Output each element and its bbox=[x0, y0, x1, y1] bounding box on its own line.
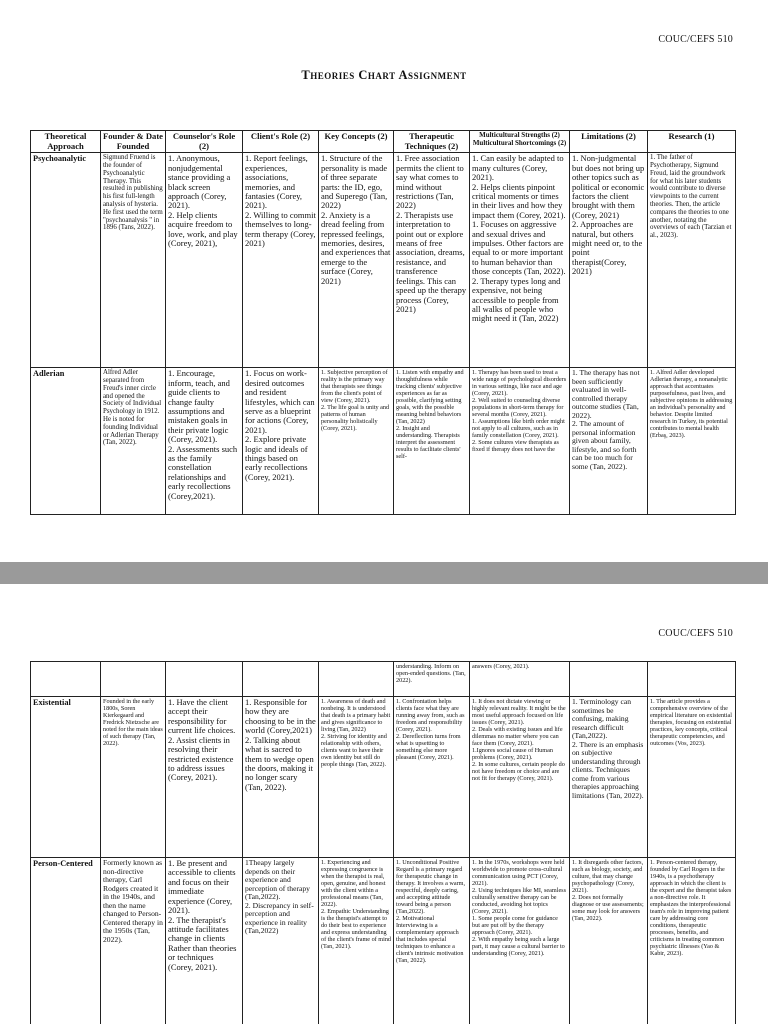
multicultural-cell: 1. It does not dictate viewing or highly relevant reality. It might be the most useful approach focused on life issues (Corey, 2021). 2. Deals with existing issues and life dilemmas no matter where you can face them (Corey, 2021). 1.Ignores social cause of Human problems (Corey, 2021). 2. In some cultures, certain people do not have freedom or choice and are not fit for therapy (Corey, 2021). bbox=[470, 697, 570, 858]
client-cell: 1Theapy largely depends on their experience and perception of therapy (Tan,2022). 2. Discrepancy in self-perception and experience in reality (Tan,2022) bbox=[243, 858, 319, 1024]
approach-cell: Psychoanalytic bbox=[31, 153, 101, 368]
col-header-founder: Founder & Date Founded bbox=[101, 131, 166, 153]
research-cell: 1. The article provides a comprehensive overview of the empirical literature on existential therapies, focusing on existential practices, key concepts, critical therapeutic competencies, and outcomes (Vos, 2023). bbox=[648, 697, 736, 858]
course-code-header: COUC/CEFS 510 bbox=[658, 34, 733, 45]
concepts-cell: 1. Experiencing and expressing congruence is when the therapist is real, open, genuine, and honest with the client within a professional means (Tan, 2022). 2. Empathic Understanding is the therapist's attempt to do their best to experience and express understanding of the client's frame of mind (Tan, 2021). bbox=[319, 858, 394, 1024]
approach-cell: Adlerian bbox=[31, 368, 101, 515]
techniques-cell: 1. Listen with empathy and thoughtfulness while tracking clients' subjective experiences as far as possible, clarifying setting goals, with the possible meaning behind behaviors (Tan, 2022) 2. Insight and understanding. Therapists interpret the assessment results to facilitate clients' self- bbox=[394, 368, 470, 515]
client-cell: 1. Report feelings, experiences, associations, memories, and fantasies (Corey, 2021). 2. Willing to commit themselves to long-term therapy (Corey, 2021) bbox=[243, 153, 319, 368]
client-cell: 1. Responsible for how they are choosing to be in the world (Corey,2021) 2. Talking about what is sacred to them to wedge open the doors, making it no longer scary (Tan, 2022). bbox=[243, 697, 319, 858]
techniques-continuation-cell: understanding. Inform on open-ended questions. (Tan, 2022). bbox=[394, 662, 470, 697]
page-2 bbox=[0, 584, 768, 1024]
table-row-existential bbox=[31, 697, 736, 858]
limitations-cell: 1. Non-judgmental but does not bring up other topics such as political or economic factors the client brought with them (Corey, 2021) 2. Approaches are natural, but others might need or, to the point therapist(Corey, 2021) bbox=[570, 153, 648, 368]
counselor-cell: 1. Encourage, inform, teach, and guide clients to change faulty assumptions and mistaken goals in their private logic (Corey, 2021). 2. Assessments such as the family constellation relationships and early recollections (Corey,2021). bbox=[166, 368, 243, 515]
col-header-multicultural: Multicultural Strengths (2) Multicultural Shortcomings (2) bbox=[470, 131, 570, 153]
limitations-cell: 1. Terminology can sometimes be confusing, making research difficult (Tan,2022). 2. There is an emphasis on subjective understanding through clients. Techniques come from various therapies approaching limitations (Tan, 2022). bbox=[570, 697, 648, 858]
col-header-research: Research (1) bbox=[648, 131, 736, 153]
empty-cell bbox=[101, 662, 166, 697]
empty-cell bbox=[570, 662, 648, 697]
techniques-cell: 1. Unconditional Positive Regard is a primary regard for therapeutic change in therapy. It involves a warm, respectful, deeply caring, and accepting attitude toward being a person (Tan,2022). 2. Motivational Interviewing is a complementary approach that includes special techniques to enhance a client's intrinsic motivation (Tan, 2022). bbox=[394, 858, 470, 1024]
table-row-continuation bbox=[31, 662, 736, 697]
founder-cell: Founded in the early 1800s, Soren Kierkegaard and Fredrick Nietzsche are noted for the main ideas of such therapy (Tan, 2022). bbox=[101, 697, 166, 858]
col-header-approach: Theoretical Approach bbox=[31, 131, 101, 153]
research-cell: 1. Alfred Adler developed Adlerian therapy, a nonanalytic approach that accentuates purposefulness, past lives, and subjective opinions in addressing an individual's personality and behavior. Despite limited research in Turkey, its potential contributes to mental health (Erbaş, 2023). bbox=[648, 368, 736, 515]
table-row-person-centered bbox=[31, 858, 736, 1024]
empty-cell bbox=[166, 662, 243, 697]
col-header-counselor-role: Counselor's Role (2) bbox=[166, 131, 243, 153]
concepts-cell: 1. Subjective perception of reality is the primary way that therapists see things from the client's point of view (Corey, 2021). 2. The life goal is unity and patterns of human personality holistically (Corey, 2021). bbox=[319, 368, 394, 515]
empty-cell bbox=[648, 662, 736, 697]
col-header-client-role: Client's Role (2) bbox=[243, 131, 319, 153]
concepts-cell: 1. Structure of the personality is made of three separate parts: the ID, ego, and Superego (Tan, 2022) 2. Anxiety is a dread feeling from repressed feelings, memories, desires, and experiences that emerge to the surface (Corey, 2021) bbox=[319, 153, 394, 368]
techniques-cell: 1. Free association permits the client to say what comes to mind without restrictions (Tan, 2022) 2. Therapists use interpretation to point out or explore means of free association, dreams, resistance, and transference feelings. This can speed up the therapy process (Corey, 2021) bbox=[394, 153, 470, 368]
limitations-cell: 1. It disregards other factors, such as biology, society, and culture, that may change psychopathology (Corey, 2021). 2. Does not formally diagnose or use assessments; some may look for answers (Tan, 2022). bbox=[570, 858, 648, 1024]
empty-cell bbox=[31, 662, 101, 697]
approach-cell: Existential bbox=[31, 697, 101, 858]
founder-cell: Sigmund Fruend is the founder of Psychoanalytic Therapy. This resulted in publishing his first full-length analysis of hysteria. He first used the term "psychoanalysis " in 1896 (Tans, 2022). bbox=[101, 153, 166, 368]
founder-cell: Alfred Adler separated from Freud's inner circle and opened the Society of Individual Psychology in 1912. He is noted for founding Individual or Adlerian Therapy (Tan, 2022). bbox=[101, 368, 166, 515]
empty-cell bbox=[243, 662, 319, 697]
counselor-cell: 1. Have the client accept their responsibility for current life choices. 2. Assist clients in resolving their restricted existence to address issues (Corey, 2021). bbox=[166, 697, 243, 858]
empty-cell bbox=[319, 662, 394, 697]
research-cell: 1. Person-centered therapy, founded by Carl Rogers in the 1940s, is a psychotherapy approach in which the client is the expert and the therapist takes a non-directive role. It emphasizes the interprofessional team's role in improving patient care by addressing core conditions, therapeutic processes, benefits, and criticisms in treating common psychiatric illnesses (Yao & Kabir, 2023). bbox=[648, 858, 736, 1024]
techniques-cell: 1. Confrontation helps clients face what they are running away from, such as freedom and responsibility (Corey, 2021). 2. Dereflection turns from what is upsetting to something else more pleasant (Corey, 2021). bbox=[394, 697, 470, 858]
counselor-cell: 1. Anonymous, nonjudgemental stance providing a black screen approach (Corey, 2021). 2. Help clients acquire freedom to love, work, and play (Corey, 2021), bbox=[166, 153, 243, 368]
approach-cell: Person-Centered bbox=[31, 858, 101, 1024]
concepts-cell: 1. Awareness of death and nonbeing. It is understood that death is a primary habit and gives significance to living (Tan, 2022) 2. Striving for identity and relationship with others, clients want to have their own identity but still do people things (Tan, 2022). bbox=[319, 697, 394, 858]
research-cell: 1. The father of Psychotherapy, Sigmund Freud, laid the groundwork for what his later students would contribute to diverse viewpoints to the current theories. Then, the article compares the theories to one another, notating the overviews of each (Tarzian et al., 2023). bbox=[648, 153, 736, 368]
table-row-psychoanalytic bbox=[31, 153, 736, 368]
table-header-row bbox=[31, 131, 736, 153]
theories-table-page-2 bbox=[30, 661, 736, 1024]
multicultural-continuation-cell: answers (Corey, 2021). bbox=[470, 662, 570, 697]
counselor-cell: 1. Be present and accessible to clients and focus on their immediate experience (Corey, 2021). 2. The therapist's attitude facilitates change in clients Rather than theories or techniques (Corey, 2021). bbox=[166, 858, 243, 1024]
multicultural-cell: 1. Can easily be adapted to many cultures (Corey, 2021). 2. Helps clients pinpoint critical moments or times in their lives and how they impact them (Corey, 2021). 1. Focuses on aggressive and sexual drives and impulses. Other factors are equal to or more important to human behavior than those concepts (Tan, 2022). 2. Therapy types long and expensive, not being accessible to people from all walks of people who might need it (Tan, 2022) bbox=[470, 153, 570, 368]
document-title: Theories Chart Assignment bbox=[301, 68, 467, 82]
col-header-limitations: Limitations (2) bbox=[570, 131, 648, 153]
multicultural-cell: 1. In the 1970s, workshops were held worldwide to promote cross-cultural communication using PCT (Corey, 2021). 2. Using techniques like MI, seamless culturally sensitive therapy can be conducted, avoiding hot topics (Corey, 2021). 1. Some people come for guidance but are put off by the therapy approach (Corey, 2021). 2. With empathy being such a large part, it may cause a cultural barrier to understanding (Corey, 2021). bbox=[470, 858, 570, 1024]
col-header-techniques: Therapeutic Techniques (2) bbox=[394, 131, 470, 153]
course-code-header: COUC/CEFS 510 bbox=[658, 628, 733, 639]
col-header-key-concepts: Key Concepts (2) bbox=[319, 131, 394, 153]
multicultural-cell: 1. Therapy has been used to treat a wide range of psychological disorders in various settings, like race and age (Corey, 2021). 2. Well suited to counseling diverse populations in short-term therapy for several months (Corey, 2021). 1. Assumptions like birth order might not apply to all cultures, such as in family constellation (Corey, 2021). 2. Some cultures view therapists as fixed if therapy does not have the bbox=[470, 368, 570, 515]
founder-cell: Formerly known as non-directive therapy, Carl Rodgers created it in the 1940s, and then the name changed to Person-Centered therapy in the 1950s (Tan, 2022). bbox=[101, 858, 166, 1024]
theories-table-page-1 bbox=[30, 130, 736, 515]
table-row-adlerian bbox=[31, 368, 736, 515]
limitations-cell: 1. The therapy has not been sufficiently evaluated in well-controlled therapy outcome studies (Tan, 2022). 2. The amount of personal information given about family, lifestyle, and so forth can be too much for some (Tan, 2022). bbox=[570, 368, 648, 515]
client-cell: 1. Focus on work-desired outcomes and resident lifestyles, which can serve as a blueprint for actions (Corey, 2021). 2. Explore private logic and ideals of things based on early recollections (Corey, 2021). bbox=[243, 368, 319, 515]
